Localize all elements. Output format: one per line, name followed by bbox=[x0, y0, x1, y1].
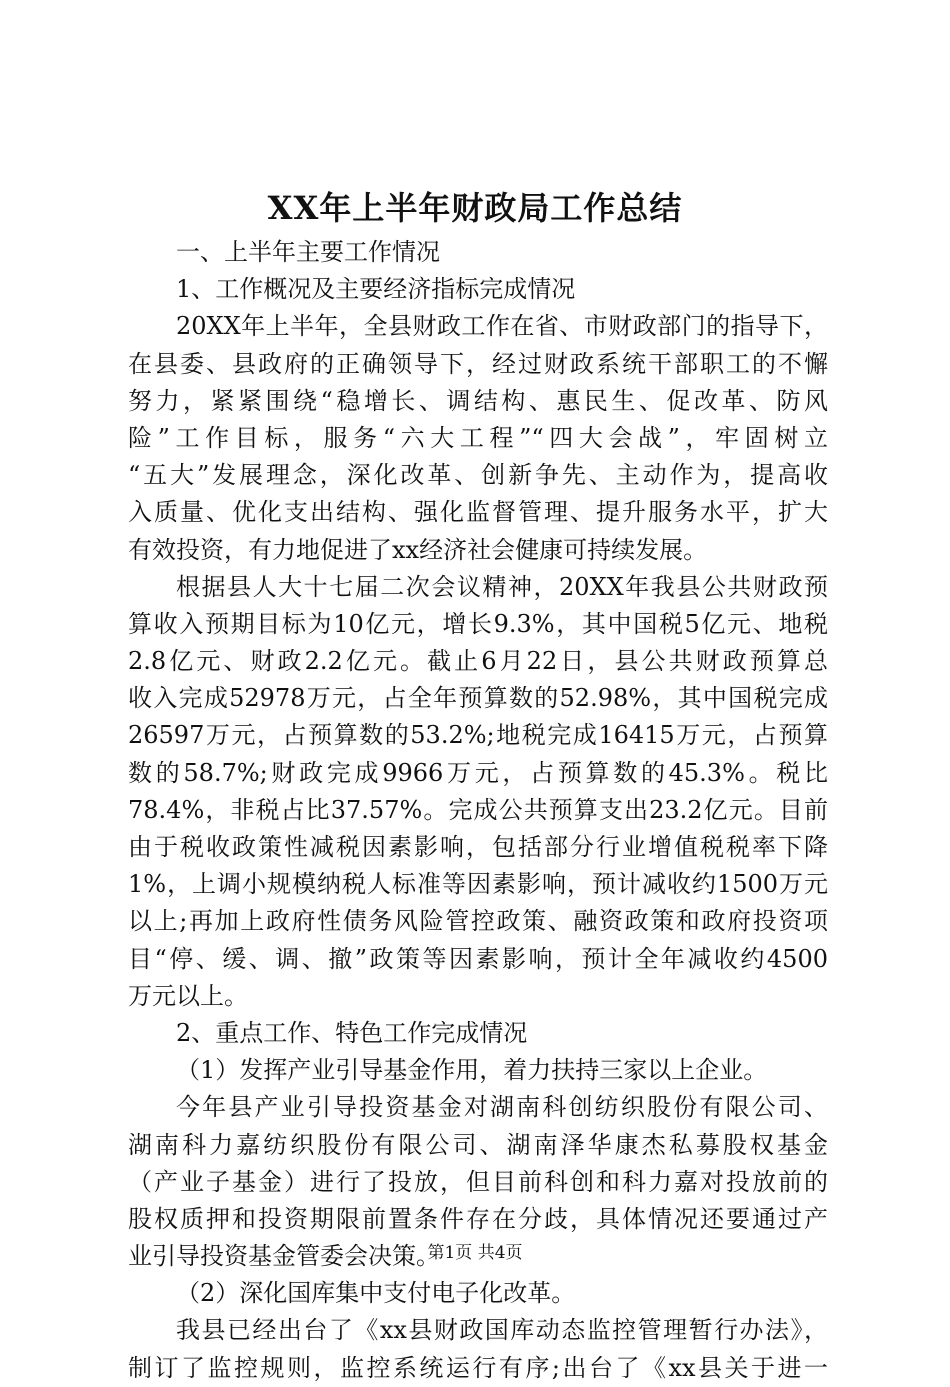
paragraph-line: 算收入预期目标为10亿元，增长9.3%，其中国税5亿元、地税 bbox=[128, 609, 828, 638]
paragraph-line: 由于税收政策性减税因素影响，包括部分行业增值税税率下降 bbox=[128, 833, 828, 861]
paragraph-line: 有效投资，有力地促进了xx经济社会健康可持续发展。 bbox=[128, 535, 708, 564]
paragraph-line: 78.4%，非税占比37.57%。完成公共预算支出23.2亿元。目前 bbox=[128, 795, 828, 824]
paragraph-line: “五大”发展理念，深化改革、创新争先、主动作为，提高收 bbox=[128, 461, 828, 490]
paragraph-line: 26597万元，占预算数的53.2%;地税完成16415万元，占预算 bbox=[128, 721, 828, 750]
paragraph-line: 1%，上调小规模纳税人标准等因素影响，预计减收约1500万元 bbox=[128, 870, 828, 899]
paragraph-line: （产业子基金）进行了投放，但目前科创和科力嘉对投放前的 bbox=[128, 1167, 828, 1196]
paragraph-line: 我县已经出台了《xx县财政国库动态监控管理暂行办法》， bbox=[176, 1316, 828, 1345]
paragraph-line: 今年县产业引导投资基金对湖南科创纺织股份有限公司、 bbox=[176, 1093, 828, 1122]
paragraph-line: 数的58.7%;财政完成9966万元，占预算数的45.3%。税比 bbox=[128, 758, 828, 787]
paragraph-line: 制订了监控规则，监控系统运行有序;出台了《xx县关于进一 bbox=[128, 1353, 828, 1382]
paragraph-line: 努力，紧紧围绕“稳增长、调结构、惠民生、促改革、防风 bbox=[128, 386, 828, 415]
paragraph-line: 20XX年上半年，全县财政工作在省、市财政部门的指导下， bbox=[176, 312, 828, 341]
paragraph-line: 根据县人大十七届二次会议精神，20XX年我县公共财政预 bbox=[176, 572, 828, 601]
paragraph-line: 在县委、县政府的正确领导下，经过财政系统干部职工的不懈 bbox=[128, 349, 828, 378]
paragraph-line: 湖南科力嘉纺织股份有限公司、湖南泽华康杰私募股权基金 bbox=[128, 1130, 828, 1159]
paragraph-line: 业引导投资基金管委会决策。 bbox=[128, 1242, 440, 1271]
page-number: 第1页 共4页 bbox=[427, 1243, 523, 1263]
paragraph-line: 目“停、缓、调、撤”政策等因素影响，预计全年减收约4500 bbox=[128, 944, 828, 973]
section-heading: 一、上半年主要工作情况 bbox=[176, 238, 440, 266]
item-heading: （2）深化国库集中支付电子化改革。 bbox=[176, 1279, 576, 1308]
paragraph-line: 2.8亿元、财政2.2亿元。截止6月22日，县公共财政预算总 bbox=[128, 647, 828, 676]
paragraph-line: 险”工作目标，服务“六大工程”“四大会战”，牢固树立 bbox=[128, 423, 828, 452]
subsection-heading: 1、工作概况及主要经济指标完成情况 bbox=[176, 275, 576, 304]
document-title: XX年上半年财政局工作总结 bbox=[267, 189, 683, 227]
paragraph-line: 万元以上。 bbox=[128, 981, 248, 1010]
paragraph-line: 入质量、优化支出结构、强化监督管理、提升服务水平，扩大 bbox=[128, 498, 828, 527]
document-body bbox=[128, 234, 828, 1387]
item-heading: （1）发挥产业引导基金作用，着力扶持三家以上企业。 bbox=[176, 1056, 768, 1085]
paragraph-line: 以上;再加上政府性债务风险管控政策、融资政策和政府投资项 bbox=[128, 907, 828, 936]
subsection-heading: 2、重点工作、特色工作完成情况 bbox=[176, 1018, 528, 1047]
paragraph-line: 股权质押和投资期限前置条件存在分歧，具体情况还要通过产 bbox=[128, 1204, 828, 1233]
paragraph-line: 收入完成52978万元，占全年预算数的52.98%，其中国税完成 bbox=[128, 684, 828, 713]
